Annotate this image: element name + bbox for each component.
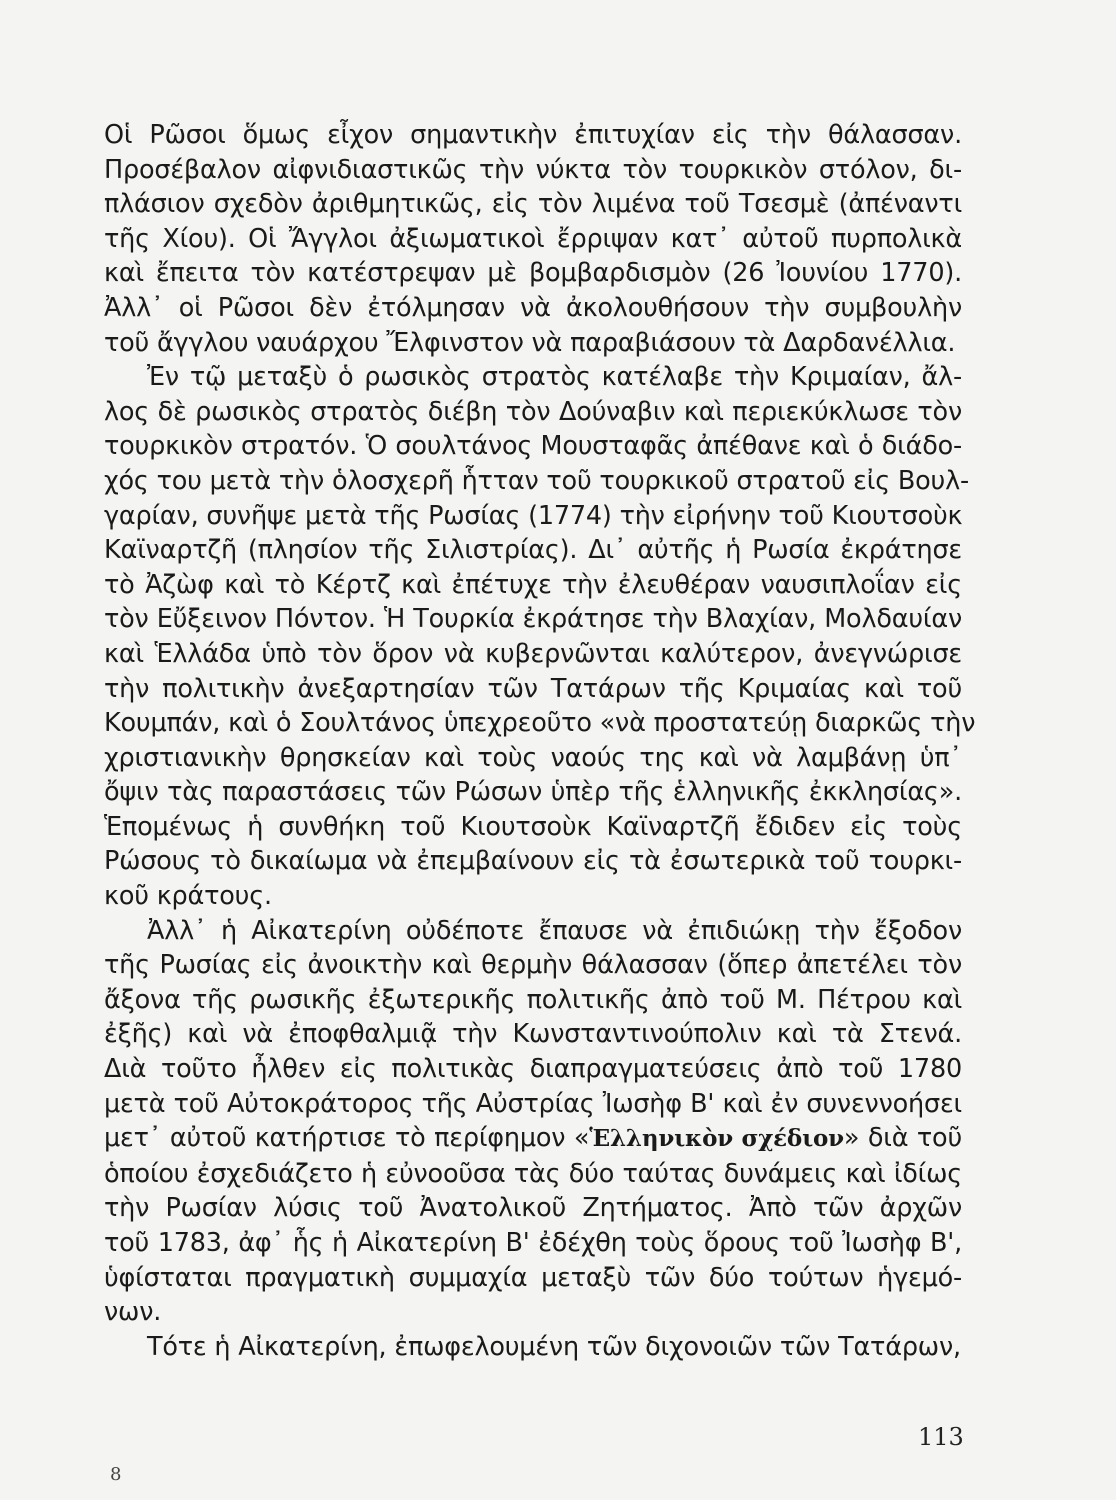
text-line: Ἀλλ᾽ ἡ Αἰκατερίνη οὐδέποτε ἔπαυσε νὰ ἐπιδιώκῃ τὴν ἔξοδον <box>147 915 962 946</box>
text-line: λος δὲ ρωσικὸς στρατὸς διέβη τὸν Δούναβιν καὶ περιεκύκλωσε τὸν <box>104 396 962 427</box>
text-line: Ἑπομένως ἡ συνθήκη τοῦ Κιουτσοὺκ Καϊναρτζῆ ἔδιδεν εἰς τοὺς <box>104 811 962 842</box>
text-line: τουρκικὸν στρατόν. Ὁ σουλτάνος Μουσταφᾶς ἀπέθανε καὶ ὁ διάδο- <box>104 431 962 462</box>
text-line: μετ᾽ αὐτοῦ κατήρτισε τὸ περίφημον «Ἑλληνικὸν σχέδιον» διὰ τοῦ <box>104 1123 963 1154</box>
text-line: κοῦ κράτους. <box>104 881 272 912</box>
text-line: τὴν πολιτικὴν ἀνεξαρτησίαν τῶν Τατάρων τῆς Κριμαίας καὶ τοῦ <box>104 673 962 704</box>
emphasized-phrase: Ἑλληνικὸν σχέδιον <box>589 1125 844 1153</box>
text-line: τῆς Ρωσίας εἰς ἀνοικτὴν καὶ θερμὴν θάλασσαν (ὅπερ ἀπετέλει τὸν <box>104 950 962 981</box>
text-line: Τότε ἡ Αἰκατερίνη, ἐπωφελουμένη τῶν διχονοιῶν τῶν Τατάρων, <box>147 1331 961 1362</box>
text-line: Ἐν τῷ μεταξὺ ὁ ρωσικὸς στρατὸς κατέλαβε τὴν Κριμαίαν, ἄλ- <box>147 362 962 393</box>
text-line: πλάσιον σχεδὸν ἀριθμητικῶς, εἰς τὸν λιμένα τοῦ Τσεσμὲ (ἀπέναντι <box>104 189 962 220</box>
page-number: 113 <box>918 1423 964 1451</box>
text-line: Οἱ Ρῶσοι ὅμως εἶχον σημαντικὴν ἐπιτυχίαν εἰς τὴν θάλασσαν. <box>104 120 962 150</box>
text-line: καὶ ἔπειτα τὸν κατέστρεψαν μὲ βομβαρδισμὸν (26 Ἰουνίου 1770). <box>104 258 962 289</box>
text-line: Προσέβαλον αἰφνιδιαστικῶς τὴν νύκτα τὸν τουρκικὸν στόλον, δι- <box>104 154 962 185</box>
text-line: Ρώσους τὸ δικαίωμα νὰ ἐπεμβαίνουν εἰς τὰ ἐσωτερικὰ τοῦ τουρκι- <box>104 846 962 877</box>
text-line: Ἀλλ᾽ οἱ Ρῶσοι δὲν ἐτόλμησαν νὰ ἀκολουθήσουν τὴν συμβουλὴν <box>104 292 962 323</box>
text-line: ὄψιν τὰς παραστάσεις τῶν Ρώσων ὑπὲρ τῆς ἑλληνικῆς ἐκκλησίας». <box>104 777 962 808</box>
text-line: ὑφίσταται πραγματικὴ συμμαχία μεταξὺ τῶν δύο τούτων ἡγεμό- <box>104 1262 962 1293</box>
text-line: τὴν Ρωσίαν λύσις τοῦ Ἀνατολικοῦ Ζητήματος. Ἀπὸ τῶν ἀρχῶν <box>104 1193 962 1224</box>
text-line: Διὰ τοῦτο ἦλθεν εἰς πολιτικὰς διαπραγματεύσεις ἀπὸ τοῦ 1780 <box>104 1054 962 1085</box>
text-line: καὶ Ἑλλάδα ὑπὸ τὸν ὅρον νὰ κυβερνῶνται καλύτερον, ἀνεγνώρισε <box>104 638 962 669</box>
signature-mark: 8 <box>110 1464 122 1485</box>
text-line: ὁποίου ἐσχεδιάζετο ἡ εὐνοοῦσα τὰς δύο ταύτας δυνάμεις καὶ ἰδίως <box>104 1158 962 1189</box>
text-line: χριστιανικὴν θρησκείαν καὶ τοὺς ναούς της καὶ νὰ λαμβάνῃ ὑπ᾽ <box>104 742 962 773</box>
paragraph <box>104 914 962 1330</box>
text-line: νων. <box>104 1297 162 1328</box>
text-line: γαρίαν, συνῆψε μετὰ τῆς Ρωσίας (1774) τὴν εἰρήνην τοῦ Κιουτσοὺκ <box>104 500 963 531</box>
text-line: ἐξῆς) καὶ νὰ ἐποφθαλμιᾷ τὴν Κωνσταντινούπολιν καὶ τὰ Στενά. <box>104 1019 962 1050</box>
text-line: τοῦ 1783, ἀφ᾽ ἧς ἡ Αἰκατερίνη Β' ἐδέχθη τοὺς ὅρους τοῦ Ἰωσὴφ Β', <box>104 1228 962 1258</box>
text-line: τὸν Εὔξεινον Πόντον. Ἡ Τουρκία ἐκράτησε τὴν Βλαχίαν, Μολδαυίαν <box>104 604 962 635</box>
body-text <box>104 118 976 1364</box>
paragraph <box>104 1330 962 1365</box>
text-line: μετὰ τοῦ Αὐτοκράτορος τῆς Αὐστρίας Ἰωσὴφ Β' καὶ ἐν συνεννοήσει <box>104 1088 962 1119</box>
paragraph <box>104 118 962 360</box>
text-line: Κουμπάν, καὶ ὁ Σουλτάνος ὑπεχρεοῦτο «νὰ προστατεύῃ διαρκῶς τὴν <box>104 708 976 739</box>
text-line: ἄξονα τῆς ρωσικῆς ἐξωτερικῆς πολιτικῆς ἀπὸ τοῦ Μ. Πέτρου καὶ <box>104 984 962 1015</box>
text-line: τῆς Χίου). Οἱ Ἄγγλοι ἀξιωματικοὶ ἔρριψαν κατ᾽ αὐτοῦ πυρπολικὰ <box>104 223 962 254</box>
text-line: τοῦ ἄγγλου ναυάρχου Ἔλφινστον νὰ παραβιάσουν τὰ Δαρδανέλλια. <box>104 327 956 358</box>
text-line: χός του μετὰ τὴν ὁλοσχερῆ ἧτταν τοῦ τουρκικοῦ στρατοῦ εἰς Βουλ- <box>104 465 970 496</box>
text-line: Καϊναρτζῆ (πλησίον τῆς Σιλιστρίας). Δι᾽ αὐτῆς ἡ Ρωσία ἐκράτησε <box>104 535 962 566</box>
text-line: τὸ Ἀζὼφ καὶ τὸ Κέρτζ καὶ ἐπέτυχε τὴν ἐλευθέραν ναυσιπλοΐαν εἰς <box>104 569 962 600</box>
paragraph <box>104 360 976 914</box>
